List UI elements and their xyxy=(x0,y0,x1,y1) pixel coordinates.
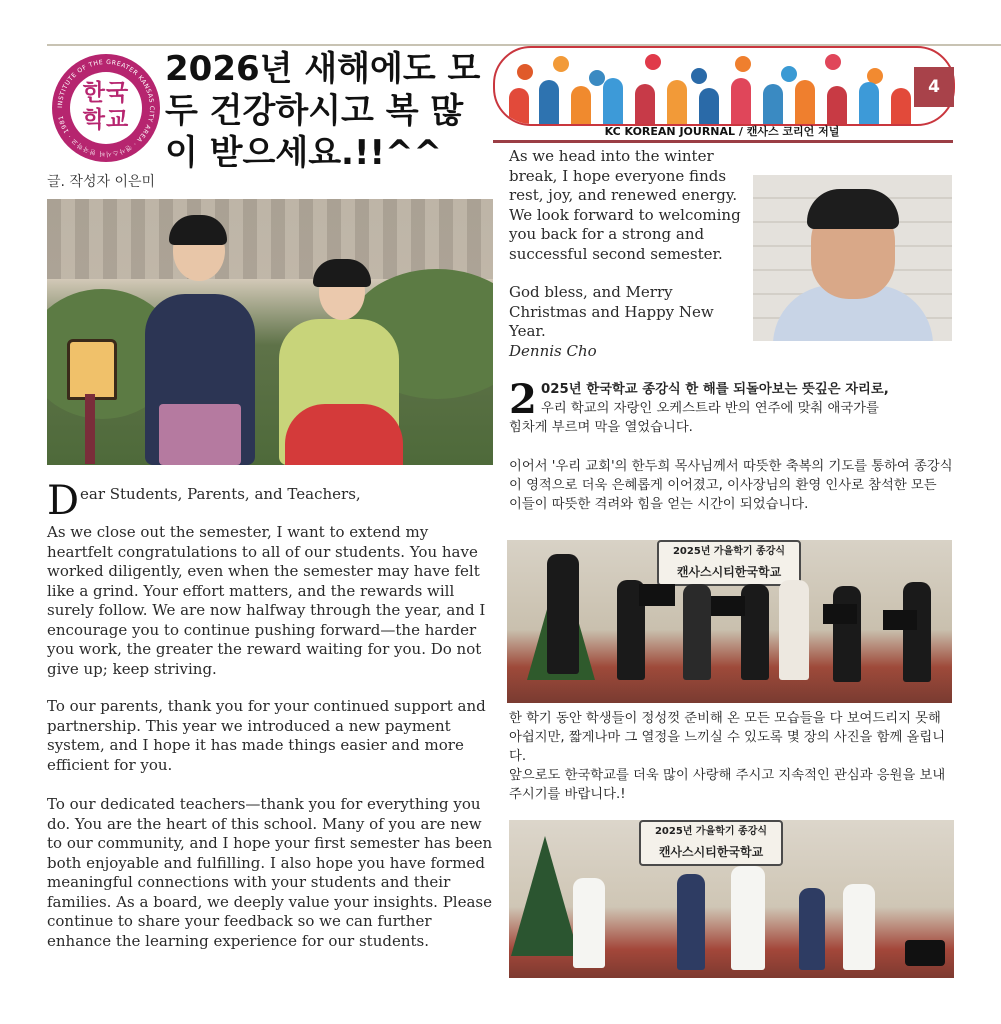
dennis-cho-portrait xyxy=(753,175,952,341)
greeting-line: ear Students, Parents, and Teachers, xyxy=(80,485,361,503)
christmas-tree xyxy=(511,836,579,956)
gear-icon xyxy=(517,64,533,80)
korean-paragraph-prayer: 이어서 '우리 교회'의 한두희 목사님께서 따뜻한 축복의 기도를 통하여 종강식이 영적으로 더욱 은혜롭게 이어졌고, 이사장님의 환영 인사로 참석한 모든 이들이 따뜻한 격려와 힘을 얻는 시간이 되었습니다. xyxy=(509,459,953,512)
korean-paragraph-photos xyxy=(509,709,953,804)
person-silhouette xyxy=(731,78,751,124)
person-silhouette xyxy=(667,80,687,124)
drop-cap: D xyxy=(47,478,80,524)
stage-banner xyxy=(639,820,783,866)
person-silhouette xyxy=(539,80,559,124)
journal-title: KC KOREAN JOURNAL / 캔사스 코리언 저널 xyxy=(604,125,840,138)
seal-korean-text-value: 한국학교 xyxy=(82,80,130,133)
korean-drop-cap: 2 xyxy=(509,376,537,423)
korean-line-2: 우리 학교의 자랑인 오케스트라 반의 연주에 맞춰 애국가를 xyxy=(541,401,879,416)
lamp-pole xyxy=(85,394,95,464)
seal-korean-text xyxy=(70,80,142,134)
korean-line-3: 힘차게 부르며 막을 열었습니다. xyxy=(509,420,693,435)
music-stand xyxy=(823,604,857,624)
stage-banner-line-2: 캔사스시티한국학교 xyxy=(676,565,782,579)
stage-banner-line-2: 캔사스시티한국학교 xyxy=(658,845,764,859)
person-silhouette xyxy=(603,78,623,124)
person-silhouette xyxy=(859,82,879,124)
student xyxy=(799,888,825,970)
journal-rule xyxy=(493,140,953,143)
taekwondo-performance-photo xyxy=(509,820,954,978)
person-silhouette xyxy=(509,88,529,124)
student xyxy=(677,874,705,970)
globe-icon xyxy=(691,68,707,84)
violinist xyxy=(683,584,711,680)
stage-banner-line-1: 2025년 가을학기 종강식 xyxy=(654,826,768,837)
page-number-badge: 4 xyxy=(914,67,954,107)
korean-photos-text: 한 학기 동안 학생들이 정성껏 준비해 온 모든 모습들을 다 보여드리지 못해 아쉽지만, 짧게나마 그 열정을 느끼실 수 있도록 몇 장의 사진을 함께 올립니다. xyxy=(509,711,946,764)
children-in-hanbok-photo xyxy=(47,199,493,465)
blessing-line: God bless, and Merry Christmas and Happy New Year. xyxy=(509,283,714,340)
person-silhouette xyxy=(635,84,655,124)
search-icon xyxy=(781,66,797,82)
person-silhouette xyxy=(827,86,847,124)
school-seal-logo xyxy=(52,54,160,162)
korean-closing-text: 앞으로도 한국학교를 더욱 많이 사랑해 주시고 지속적인 관심과 응원을 보내주시기를 바랍니다.! xyxy=(509,768,946,802)
orchestra-performance-photo xyxy=(507,540,952,703)
music-stand xyxy=(639,584,675,606)
stage-banner-line-1: 2025년 가을학기 종강식 xyxy=(672,546,786,557)
stage-speaker xyxy=(905,940,945,966)
street-lamp xyxy=(67,339,117,400)
paragraph-students: As we close out the semester, I want to extend my heartfelt congratulations to all of our students. You have worked diligently, even when the semester may have felt like a grind. Your effort matters, and the rewards will surely follow. We are now halfway through the year, and I encourage you to continue pushing forward—the harder you work, the greater the reward waiting for you. Do not give up; keep striving. xyxy=(47,523,486,678)
person-silhouette xyxy=(795,80,815,124)
chat-bubble-icon xyxy=(735,56,751,72)
person-silhouette xyxy=(891,88,911,124)
person-silhouette xyxy=(571,86,591,124)
signature: Dennis Cho xyxy=(509,342,597,360)
violinist xyxy=(741,584,769,680)
article-title: 2026년 새해에도 모두 건강하시고 복 많이 받으세요.!!^^ xyxy=(165,49,481,173)
paragraph-teachers: To our dedicated teachers—thank you for everything you do. You are the heart of this school. Many of you are new to our community, and I hope your first semester has been both enjoyable and fulfilling. I also hope you have formed meaningful connections with your students and their families. As a board, we deeply value your insights. Please continue to share your feedback so we can further enhance the learning experience for our students. xyxy=(47,795,493,950)
person-silhouette xyxy=(763,84,783,124)
mail-icon xyxy=(825,54,841,70)
violinist xyxy=(903,582,931,682)
portrait-hair xyxy=(807,189,899,229)
journal-header-banner xyxy=(493,46,955,126)
camera-icon xyxy=(645,54,661,70)
violinist xyxy=(833,586,861,682)
person-silhouette xyxy=(699,88,719,124)
music-stand xyxy=(883,610,917,630)
girl-hair xyxy=(313,259,371,287)
chart-icon xyxy=(553,56,569,72)
violinist xyxy=(547,554,579,674)
violinist xyxy=(779,580,809,680)
music-stand xyxy=(711,596,745,616)
winter-break-text: As we head into the winter break, I hope everyone finds rest, joy, and renewed energy. We look forward to welcoming you back for a strong and successful second semester. xyxy=(509,147,741,263)
student-in-dobok xyxy=(731,866,765,970)
student-in-dobok xyxy=(843,884,875,970)
stage-banner xyxy=(657,540,801,586)
student-in-dobok xyxy=(573,878,605,968)
lightbulb-icon xyxy=(589,70,605,86)
korean-lead-line: 025년 한국학교 종강식 한 해를 되돌아보는 뜻깊은 자리로, xyxy=(541,382,889,397)
paragraph-parents: To our parents, thank you for your continued support and partnership. This year we introduced a new payment system, and I hope it has made things easier and more efficient for you. xyxy=(47,697,486,774)
boy-pants xyxy=(159,404,241,465)
svg-text:INSTITUTE OF THE GREATER KANSA: INSTITUTE OF THE GREATER KANSAS CITY AREA · 캔사스시티 한국학교 · 1981 xyxy=(56,58,156,158)
byline: 글. 작성자 이은미 xyxy=(47,174,156,190)
girl-skirt xyxy=(285,404,403,465)
brick-wall-backdrop xyxy=(47,199,493,279)
